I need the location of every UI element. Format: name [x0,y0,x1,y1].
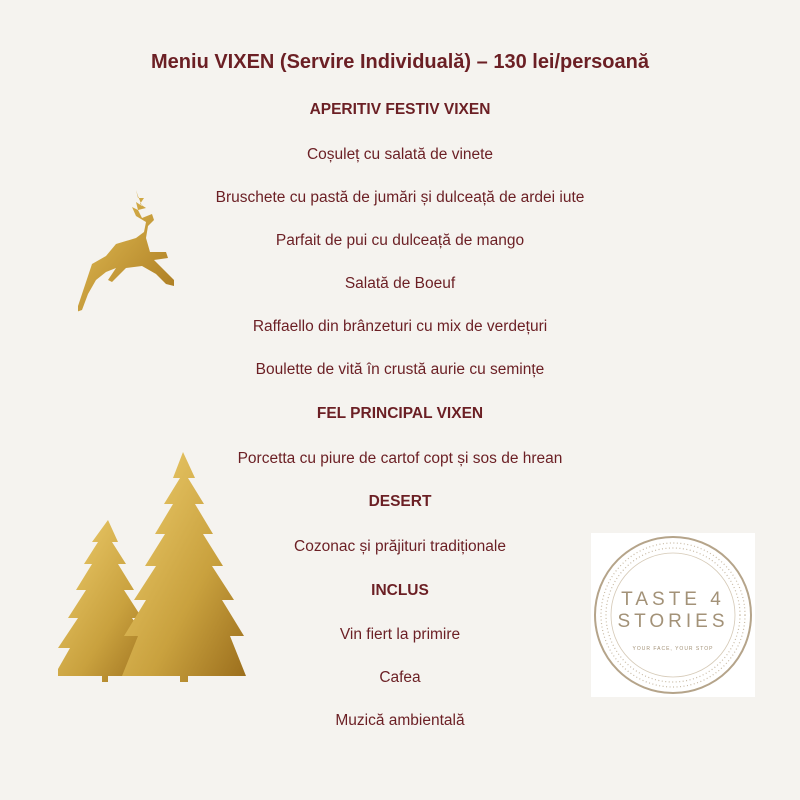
menu-item: Cozonac și prăjituri tradiționale [294,538,506,555]
menu-item: Raffaello din brânzeturi cu mix de verdețuri [252,318,548,335]
section-heading-fel-principal: FEL PRINCIPAL VIXEN [316,405,484,422]
reindeer-icon [78,188,203,333]
section-heading-inclus: INCLUS [371,582,429,599]
logo-line-2: STORIES [617,611,729,632]
menu-item: Bruschete cu pastă de jumări și dulceață de ardei iute [215,189,585,206]
menu-item: Boulette de vită în crustă aurie cu semințe [255,361,545,378]
pine-trees-icon [58,450,248,682]
menu-item: Coșuleț cu salată de vinete [306,146,494,163]
taste-4-stories-logo [591,533,755,697]
section-heading-aperitiv: APERITIV FESTIV VIXEN [309,101,491,118]
menu-item: Parfait de pui cu dulceață de mango [275,232,525,249]
menu-item: Salată de Boeuf [344,275,456,292]
logo-tagline: YOUR FACE, YOUR STOP [632,646,714,652]
menu-title: Meniu VIXEN (Servire Individuală) – 130 lei/persoană [151,51,649,73]
menu-item: Porcetta cu piure de cartof copt și sos de hrean [237,450,563,467]
logo-line-1: TASTE 4 [621,589,725,610]
section-heading-desert: DESERT [368,493,432,510]
menu-item: Cafea [379,669,421,686]
menu-item: Vin fiert la primire [339,626,461,643]
menu-item: Muzică ambientală [335,712,465,729]
